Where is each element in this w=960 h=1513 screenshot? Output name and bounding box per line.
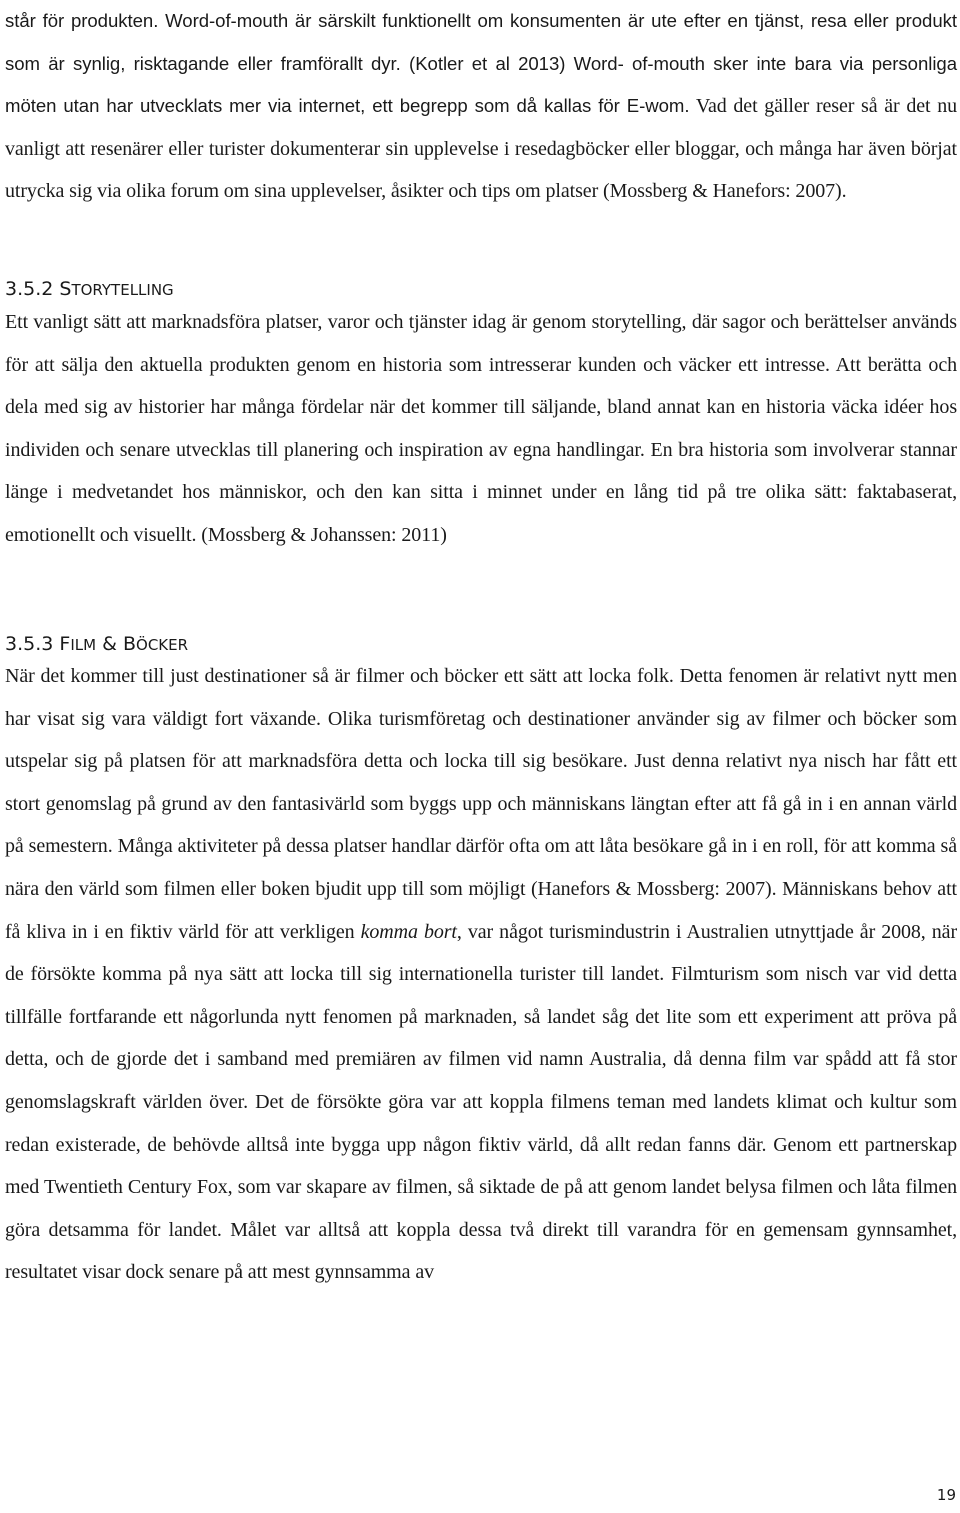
- film-paragraph-text: , var något turismindustrin i Australien utnyttjade år 2008, när de försökte komma på nya sätt att locka till sig internationella turister till landet. Filmturism som nisch var vid detta tillfälle fortfarande ett någorlunda nytt fenomen på marknaden, så landet såg det lite som ett experiment att pröva på detta, och de gjorde det i samband med premiären av filmen vid namn Australia, då denna film var spådd att få stor genomslagskraft världen över. Det de försökte göra var att koppla filmens teman med landets klimat och kultur som redan existerade, de behövde alltså inte bygga upp någon fiktiv värld, då allt redan fanns där. Genom ett partnerskap med Twentieth Century Fox, som var skapare av filmen, så siktade de på att genom landet belysa filmen och låta filmen göra detsamma för landet. Målet var alltså att koppla dessa två direkt till varandra för en gemensam gynnsamhet, resultatet visar dock senare på att mest gynnsamma av: [5, 920, 957, 1284]
- intro-paragraph-sans-run: står för produkten. Word-of-mouth är särskilt funktionellt om konsumenten är ute efter en tjänst, resa eller produkt som är synlig, risktagande eller framförallt dyr. (Kotler et al 2013) Word- of-mouth sker inte bara via personliga möten utan har utvecklats mer via internet, ett begrepp som då kallas för E-wom.: [5, 10, 957, 117]
- intro-paragraph: [5, 0, 957, 213]
- section-title-rest: TORYTELLING: [71, 281, 174, 299]
- section-heading-storytelling: [5, 277, 174, 302]
- section-title-initial: S: [59, 278, 72, 300]
- section-title-rest: ÖCKER: [136, 636, 189, 654]
- section-title-rest: ILM: [70, 636, 97, 654]
- section-number: 3.5.2: [5, 278, 60, 300]
- intro-paragraph-serif-run: Vad det gäller reser så är det nu vanligt att resenärer eller turister dokumenterar sin upplevelse i resedagböcker eller bloggar, och många har även börjat utrycka sig via olika forum om sina upplevelser, åsikter och tips om platser (Mossberg & Hanefors: 2007).: [5, 95, 957, 203]
- section-number: 3.5.3: [5, 633, 60, 655]
- film-paragraph-italic-phrase: komma bort: [360, 920, 457, 943]
- section-title-initial: B: [122, 633, 137, 655]
- film-books-paragraph: [5, 655, 957, 1294]
- section-title-ampersand: &: [96, 633, 123, 655]
- storytelling-paragraph: Ett vanligt sätt att marknadsföra platser, varor och tjänster idag är genom storytelling, där sagor och berättelser används för att sälja den aktuella produkten genom en historia som intresserar kunden och väcker ett intresse. Att berätta och dela med sig av historier har många fördelar när det kommer till säljande, bland annat kan en historia väcka idéer hos individen och senare utvecklas till planering och inspiration av egna handlingar. En bra historia som involverar stannar länge i medvetandet hos människor, och den kan sitta i minnet under en lång tid på tre olika sätt: faktabaserat, emotionellt och visuellt. (Mossberg & Johanssen: 2011): [5, 311, 957, 546]
- film-paragraph-text: När det kommer till just destinationer så är filmer och böcker ett sätt att locka folk. Detta fenomen är relativt nytt men har visat sig vara väldigt fort växande. Olika turismföretag och destinationer använder sig av filmer och böcker som utspelar sig på platsen för att marknadsföra detta och locka till sig besökare. Just denna relativt nya nisch har fått ett stort genomslag på grund av den fantasivärld som byggs upp och människans längtan efter att få gå in i en annan värld på semestern. Många aktiviteter på dessa platser handlar därför ofta om att låta besökare gå in i en roll, för att komma så nära den värld som filmen eller boken bjudit upp till som möjligt (Hanefors & Mossberg: 2007). Människans behov att få kliva in i en fiktiv värld för att verkligen: [5, 665, 957, 943]
- page-number: 19: [936, 1486, 956, 1504]
- section-title-initial: F: [59, 633, 71, 655]
- section-heading-film-books: [5, 632, 188, 657]
